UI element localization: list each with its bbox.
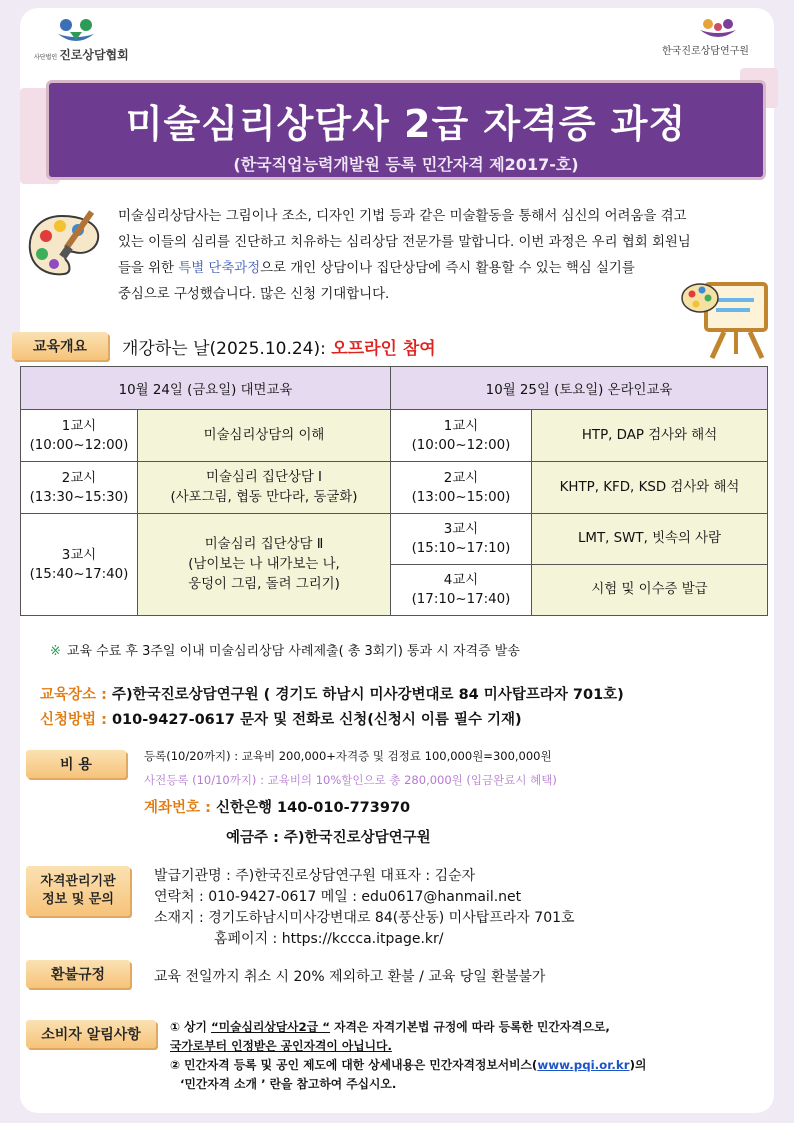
day1-header: 10월 24일 (금요일) 대면교육 [21,367,391,410]
org-label-line: 정보 및 문의 [42,892,114,907]
day2-session [391,410,532,462]
notice-line [170,1018,646,1037]
session-time: (15:10~17:10) [411,541,511,556]
table-row [21,514,768,565]
refund-label: 환불규정 [26,960,130,988]
institute-logo-icon [700,18,736,40]
day2-session [391,565,532,616]
association-logo-text: 진로상담협회 [59,48,129,62]
day2-session [391,462,532,514]
session-time: (10:00~12:00) [411,437,511,453]
apply-label: 신청방법 : [40,712,112,728]
application-method [40,708,522,729]
day1-subject [138,410,391,462]
session-time: (17:10~17:40) [411,592,511,607]
org-info-line: 연락처 : 010-9427-0617 메일 : edu0617@hanmail.net [154,889,522,905]
fee-early: 사전등록 (10/10까지) : 교육비의 10%할인으로 총 280,000원 (입금완료시 혜택) [144,773,557,787]
course-open-date [122,334,436,359]
session-period: 2교시 [443,470,479,486]
schedule-table [20,366,768,616]
day2-subject [532,462,768,514]
institute-logo-text: 한국진로상담연구원 [662,46,749,57]
institute-logo [662,18,774,58]
subject-text: 미술심리 집단상담 Ⅱ [204,536,324,552]
day2-subject [532,565,768,616]
intro-line: 미술심리상담사는 그림이나 조소, 디자인 기법 등과 같은 미술활동을 통해서 심신의 어려움을 겪고 [118,209,687,224]
easel-icon [680,278,772,360]
org-info [154,866,575,950]
session-period: 2교시 [61,470,97,486]
apply-value: 010-9427-0617 문자 및 전화로 신청(신청시 이름 필수 기재) [111,712,522,728]
account-holder: 예금주 : 주)한국진로상담연구원 [226,830,431,846]
day1-session [21,462,138,514]
day1-subject [138,514,391,616]
account-value: 신한은행 140-010-773970 [215,800,411,816]
session-time: (13:00~15:00) [411,489,511,505]
notice-text: )의 [629,1058,647,1072]
session-period: 3교시 [443,522,479,537]
session-period: 4교시 [443,573,479,588]
session-period: 3교시 [61,547,97,563]
education-place [40,683,624,704]
page-subtitle: (한국직업능력개발원 등록 민간자격 제2017-호) [233,155,579,174]
intro-paragraph [118,204,768,308]
session-period: 1교시 [61,418,97,434]
day1-session [21,410,138,462]
day2-session [391,514,532,565]
subject-text: KHTP, KFD, KSD 검사와 해석 [559,479,740,495]
subject-text: HTP, DAP 검사와 해석 [581,427,718,443]
subject-text: 미술심리상담의 이해 [203,427,325,443]
pqi-link[interactable]: www.pqi.or.kr [537,1058,630,1072]
association-logo-icon [56,18,96,46]
day1-subject [138,462,391,514]
open-date-text: 개강하는 날(2025.10.24): [122,339,332,359]
intro-text: 들을 위한 [118,261,179,276]
place-label: 교육장소 : [40,687,112,703]
intro-text: 으로 개인 상담이나 집단상담에 즉시 활용할 수 있는 핵심 실기를 [260,261,635,276]
notice-text: “미술심리상담사2급 “ [211,1020,330,1034]
org-homepage: 홈페이지 : https://kccca.itpage.kr/ [214,931,444,947]
subject-text: 웅덩이 그림, 돌려 그리기) [188,576,340,592]
course-overview-label: 교육개요 [12,332,108,360]
table-row [21,462,768,514]
org-label-line: 자격관리기관 [40,874,116,889]
day2-header: 10월 25일 (토요일) 온라인교육 [391,367,768,410]
paint-palette-icon [26,210,102,282]
session-time: (15:40~17:40) [29,566,129,582]
session-period: 1교시 [443,418,479,434]
table-row [21,410,768,462]
note-mark-icon: ※ [50,644,61,659]
notice-line: 국가로부터 인정받은 공인자격이 아닙니다. [170,1039,392,1053]
fee-regular: 등록(10/20까지) : 교육비 200,000+자격증 및 검정료 100,000원=300,000원 [144,749,552,763]
banner-box [46,80,766,180]
subject-text: (사포그림, 협동 만다라, 동굴화) [170,489,358,505]
subject-text: 시험 및 이수증 발급 [591,582,708,597]
intro-highlight: 특별 단축과정 [178,261,261,276]
table-header-row [21,367,768,410]
subject-text: 미술심리 집단상담 Ⅰ [206,469,322,485]
day2-subject [532,410,768,462]
consumer-notice-label: 소비자 알림사항 [26,1020,156,1048]
notice-line [170,1056,646,1075]
session-time: (13:30~15:30) [29,489,129,505]
intro-line [118,256,768,282]
intro-line: 중심으로 구성했습니다. 많은 신청 기대합니다. [118,287,390,302]
org-info-line: 소재지 : 경기도하남시미사강변대로 84(풍산동) 미사탑프라자 701호 [154,910,575,926]
subject-text: (남이보는 나 내가보는 나, [188,556,340,572]
place-value: 주)한국진로상담연구원 ( 경기도 하남시 미사강변대로 84 미사탑프라자 701호) [111,687,624,703]
org-info-label [26,866,130,916]
org-info-line: 발급기관명 : 주)한국진로상담연구원 대표자 : 김순자 [154,868,476,884]
account-label: 계좌번호 : [144,800,216,816]
fee-label: 비 용 [26,750,126,778]
open-mode-text: 오프라인 참여 [331,339,436,359]
day1-session [21,514,138,616]
association-logo [34,18,129,64]
refund-policy: 교육 전일까지 취소 시 20% 제외하고 환불 / 교육 당일 환불불가 [154,969,546,985]
note-text: 교육 수료 후 3주일 이내 미술심리상담 사례제출( 총 3회기) 통과 시 자격증 발송 [66,644,520,659]
title-banner [20,66,780,190]
notice-text: ① 상기 [170,1020,211,1034]
day2-subject [532,514,768,565]
page-title: 미술심리상담사 2급 자격증 과정 [125,102,687,146]
notice-text: ② 민간자격 등록 및 공인 제도에 대한 상세내용은 민간자격정보서비스( [170,1058,538,1072]
certificate-note [50,640,520,659]
bank-account [144,796,410,817]
association-logo-small: 사단법인 [34,54,58,61]
subject-text: LMT, SWT, 빗속의 사람 [577,531,722,546]
consumer-notice [170,1018,646,1094]
session-time: (10:00~12:00) [29,437,129,453]
notice-line: ‘민간자격 소개 ’ 란을 참고하여 주십시오. [180,1077,397,1091]
intro-line: 있는 이들의 심리를 진단하고 치유하는 심리상담 전문가를 말합니다. 이번 과정은 우리 협회 회원님 [118,235,691,250]
notice-text: 자격은 자격기본법 규정에 따라 등록한 민간자격으로, [330,1020,610,1034]
